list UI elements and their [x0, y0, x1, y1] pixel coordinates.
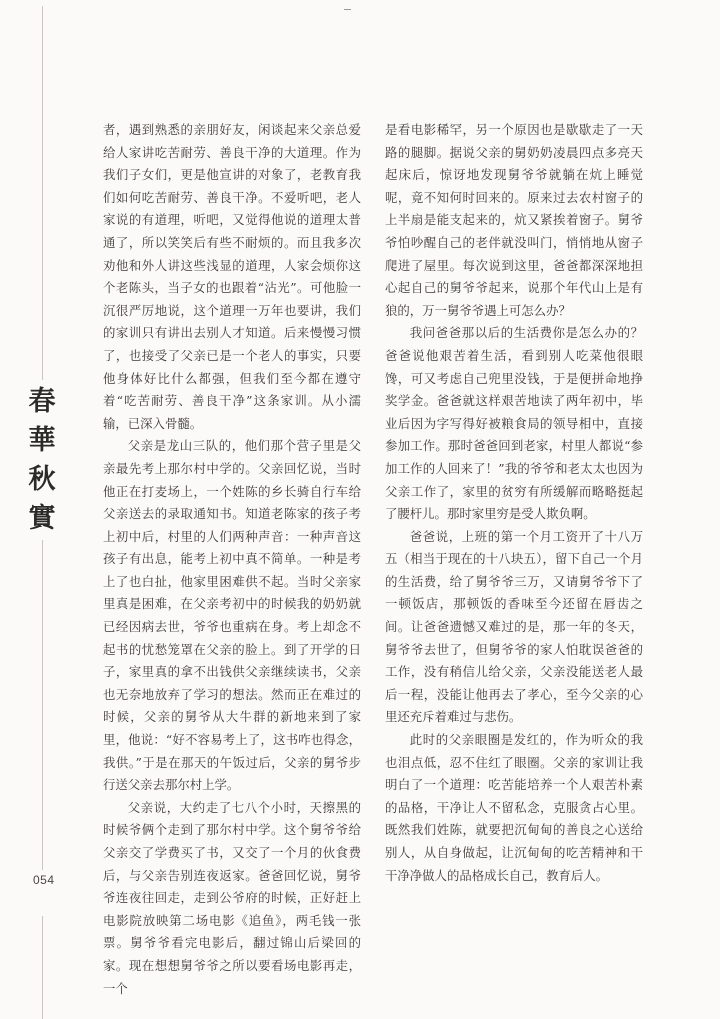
paragraph: 我问爸爸那以后的生活费你是怎么办的？爸爸说他艰苦着生活，看到别人吃菜他很眼馋，可又考虑自己兜里没钱，于是便拼命地挣奖学金。爸爸就这样艰苦地读了两年初中，毕业后因为字写得好被粮食局的领导相中，直接参加工作。那时爸爸回到老家，村里人都说“参加工作的人回来了！”我的爷爷和老太太也因为父亲工作了，家里的贫穷有所缓解而略略挺起了腰杆儿。那时家里穷是受人欺负啊。: [385, 325, 643, 522]
paragraph: 是看电影稀罕，另一个原因也是歇歇走了一天路的腿脚。据说父亲的舅奶奶凌晨四点多亮天起床后，惊讶地发现舅爷爷就躺在炕上睡觉呢，竟不知何时回来的。原来过去农村窗子的上半扇是能支起来的，炕又紧挨着窗子。舅爷爷怕吵醒自己的老伴就没叫门，悄悄地从窗子爬进了屋里。每次说到这里，爸爸都深深地担心起自己的舅爷爷起来，说那个年代山上是有狼的，万一舅爷爷遇上可怎么办？: [385, 122, 643, 318]
paragraph: 父亲是龙山三队的，他们那个营子里是父亲最先考上那尔村中学的。父亲回忆说，当时他正在打麦场上，一个姓陈的乡长骑自行车给父亲送去的录取通知书。知道老陈家的孩子考上初中后，村里的人们两种声音：一种声音这孩子有出息，能考上初中真不简单。一种是考上了也白扯，他家里困难供不起。当时父亲家里真是困难，在父亲考初中的时候我的奶奶就已经因病去世，爷爷也重病在身。考上却念不起书的忧愁笼罩在父亲的脸上。到了开学的日子，家里真的拿不出钱供父亲继续读书，父亲也无奈地放弃了学习的想法。然而正在难过的时候，父亲的舅爷从大牛群的新地来到了家里，他说：“好不容易考上了，这书咋也得念，我供。”于是在那天的午饭过后，父亲的舅爷步行送父亲去那尔村上学。: [103, 438, 361, 793]
sidebar-rule-bottom: [42, 916, 43, 1019]
paragraph: 父亲说，大约走了七八个小时，天擦黑的时候爷俩个走到了那尔村中学。这个舅爷爷给父亲交了学费买了书，又交了一个月的伙食费后，与父亲告别连夜返家。爸爸回忆说，舅爷爷连夜往回走，走到公爷府的时候，正好赶上电影院放映第二场电影《追鱼》，两毛钱一张票。舅爷爷看完电影后，翻过锦山后梁回的家。现在想想舅爷爷之所以要看场电影再走，一个: [103, 799, 361, 996]
column-title-char: 華: [28, 425, 56, 456]
right-text-column: [385, 119, 643, 887]
left-text-column: [103, 119, 361, 1000]
page-number: 054: [33, 870, 55, 890]
top-mark: [344, 9, 351, 10]
column-title-char: 實: [28, 503, 56, 534]
column-title-char: 秋: [28, 464, 56, 495]
column-title: [24, 380, 60, 540]
paragraph: 此时的父亲眼圈是发红的，作为听众的我也泪点低，忍不住红了眼圈。父亲的家训让我明白了一个道理：吃苦能培养一个人艰苦朴素的品格，干净让人不留私念，克服贪占心里。既然我们姓陈，就要把沉甸甸的善良之心送给别人，从自身做起，让沉甸甸的吃苦精神和干干净净做人的品格成长自己，教育后人。: [385, 732, 643, 883]
paragraph: 爸爸说，上班的第一个月工资开了十八万五（相当于现在的十八块五），留下自己一个月的生活费，给了舅爷爷三万，又请舅爷爷下了一顿饭店，那顿饭的香味至今还留在唇齿之间。让爸爸遗憾又难过的是，那一年的冬天，舅爷爷去世了，但舅爷爷的家人怕耽误爸爸的工作，没有稍信儿给父亲，父亲没能送老人最后一程，没能让他再去了孝心，至今父亲的心里还充斥着难过与悲伤。: [385, 528, 643, 725]
paragraph: 者，遇到熟悉的亲朋好友，闲谈起来父亲总爱给人家讲吃苦耐劳、善良干净的大道理。作为我们子女们，更是他宣讲的对象了，老教育我们如何吃苦耐劳、善良干净。不爱听吧，老人家说的有道理，听吧，又觉得他说的道理太普通了，所以笑笑后有些不耐烦的。而且我多次劝他和外人讲这些浅显的道理，人家会烦你这个老陈头，当子女的也跟着“沾光”。可他脸一沉很严厉地说，这个道理一万年也要讲，我们的家训只有讲出去别人才知道。后来慢慢习惯了，也接受了父亲已是一个老人的事实，只要他身体好比什么都强，但我们至今都在遵守着“吃苦耐劳、善良干净”这条家训。从小濡输，已深入骨髓。: [103, 122, 361, 431]
column-title-char: 春: [28, 386, 56, 417]
